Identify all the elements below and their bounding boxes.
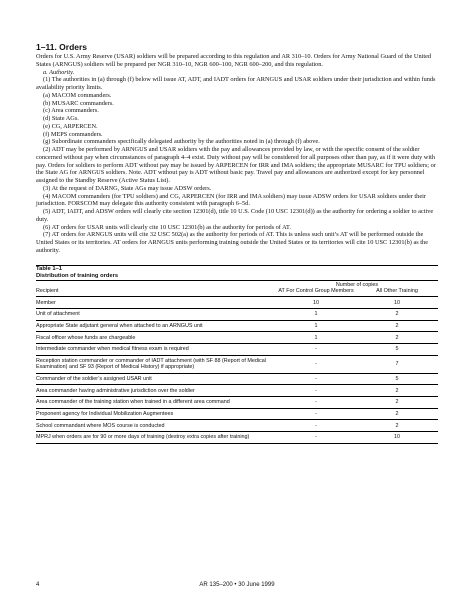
cell-recipient: Fiscal officer whose funds are chargeable xyxy=(36,332,276,344)
paragraph: (a) MACOM commanders. xyxy=(43,91,112,99)
cell-recipient: Proponent agency for Individual Mobilization Augmentees xyxy=(36,408,276,420)
cell-recipient: Area commander having administrative jurisdiction over the soldier xyxy=(36,385,276,397)
table-label: Table 1–1 xyxy=(36,265,62,272)
cell-recipient: Appropriate State adjutant general when attached to an ARNGUS unit xyxy=(36,320,276,332)
page-number: 4 xyxy=(36,582,40,588)
header-at-control: AT For Control Group Members xyxy=(278,287,354,294)
table-row xyxy=(36,297,438,309)
cell-other-training: 2 xyxy=(356,320,438,332)
header-recipient: Recipient xyxy=(36,280,276,297)
paragraph: (6) AT orders for USAR units will clearly cite 10 USC 12301(b) as the authority for periods of AT. xyxy=(43,223,291,231)
paragraph: (c) Area commanders. xyxy=(43,107,99,115)
header-number-of-copies: Number of copies xyxy=(335,281,379,288)
paragraph: (7) AT orders for ARNGUS units will cite 32 USC 502(a) as the authority for periods of AT. This is unless such unit’s AT will be performed outside the United States or its territories. AT orders for ARNGUS units performing training outside the United States or its territories will cite 10 USC 12301(b) as the authority. xyxy=(36,231,428,254)
cell-at-control: - xyxy=(276,355,356,373)
cell-at-control: 10 xyxy=(276,297,356,309)
cell-other-training: 7 xyxy=(356,355,438,373)
cell-at-control: 1 xyxy=(276,308,356,320)
table-row xyxy=(36,420,438,432)
cell-at-control: - xyxy=(276,408,356,420)
cell-other-training: 2 xyxy=(356,420,438,432)
header-group xyxy=(276,280,438,297)
cell-recipient: Intermediate commander when medical fitness exam is required xyxy=(36,344,276,356)
paragraph: (4) MACOM commanders (for TPU soldiers) and CG, ARPERCEN (for IRR and IMA soldiers) may issue ADSW orders for USAR soldiers under their jurisdiction. FORSCOM may delegate this authority consistent with paragraph 6–5d. xyxy=(36,192,426,208)
cell-recipient: School commandant where MOS course is conducted xyxy=(36,420,276,432)
cell-at-control: - xyxy=(276,373,356,385)
cell-other-training: 10 xyxy=(356,297,438,309)
cell-other-training: 5 xyxy=(356,373,438,385)
table-row xyxy=(36,355,438,373)
paragraph: (g) Subordinate commanders specifically delegated authority by the authorities noted in (a) through (f) above. xyxy=(43,138,320,146)
table-row xyxy=(36,396,438,408)
cell-at-control: - xyxy=(276,432,356,444)
cell-other-training: 2 xyxy=(356,308,438,320)
cell-at-control: - xyxy=(276,420,356,432)
cell-at-control: - xyxy=(276,396,356,408)
paragraph: (d) State AGs. xyxy=(43,115,79,122)
table-row xyxy=(36,344,438,356)
body-text xyxy=(36,53,438,255)
table-row xyxy=(36,332,438,344)
cell-recipient: Commander of the soldier’s assigned USAR unit xyxy=(36,373,276,385)
table-row xyxy=(36,385,438,397)
paragraph: (e) CG, ARPERCEN. xyxy=(43,122,98,130)
cell-at-control: - xyxy=(276,385,356,397)
cell-other-training: 5 xyxy=(356,344,438,356)
header-other-training: All Other Training xyxy=(376,287,418,294)
cell-other-training: 2 xyxy=(356,396,438,408)
cell-at-control: - xyxy=(276,344,356,356)
cell-recipient: Area commander of the training station when trained in a different area command xyxy=(36,396,276,408)
table-row xyxy=(36,308,438,320)
paragraph: (f) MEPS commanders. xyxy=(43,130,103,138)
cell-other-training: 2 xyxy=(356,408,438,420)
table-title: Distribution of training orders xyxy=(36,272,119,279)
distribution-table xyxy=(36,280,438,444)
footer-reference: AR 135–200 • 30 June 1999 xyxy=(199,582,275,588)
cell-at-control: 1 xyxy=(276,320,356,332)
cell-other-training: 10 xyxy=(356,432,438,444)
paragraph: (5) ADT, IADT, and ADSW orders will clearly cite section 12301(d), title 10 U.S. Code (10 USC 12301(d)) as the authority for ordering a soldier to active duty. xyxy=(36,208,434,223)
paragraph: (b) MUSARC commanders. xyxy=(43,99,114,107)
table-row xyxy=(36,373,438,385)
cell-at-control: 1 xyxy=(276,332,356,344)
cell-recipient: Member xyxy=(36,297,276,309)
cell-other-training: 2 xyxy=(356,385,438,397)
cell-recipient: Unit of attachment xyxy=(36,308,276,320)
cell-recipient: Reception station commander or commander of IADT attachment (with SF 88 (Report of Medical Examination) and SF 93 (Report of Medical History) if appropriate) xyxy=(36,355,276,373)
cell-other-training: 2 xyxy=(356,332,438,344)
table-row xyxy=(36,432,438,444)
paragraph: (2) ADT may be performed by ARNGUS and USAR soldiers with the pay and allowances provided by law, or with the specific consent of the soldier concerned without pay when circumstances of paragraph 4–4 exist. Duty without pay will be considered for all purposes other than pay, as if it were duty with pay. Orders for soldiers to perform ADT without pay may be issued by ARPERCEN for IRR and IMA soldiers; the appropriate MUSARC for TPU soldiers; or the State AG for ARNGUS soldiers. Note. ADT without pay is ADT without basic pay. Travel pay and allowances are authorized except for key personnel assigned to the Standby Reserve (Active Status List). xyxy=(36,146,436,184)
table-row xyxy=(36,320,438,332)
paragraph: (3) At the request of DARNG, State AGs may issue ADSW orders. xyxy=(43,184,212,192)
cell-recipient: MPRJ when orders are for 90 or more days of training (destroy extra copies after training) xyxy=(36,432,276,444)
paragraph: (1) The authorities in (a) through (f) below will issue AT, ADT, and IADT orders for ARNGUS and USAR soldiers under their jurisdiction and within funds availability priority limits. xyxy=(36,76,436,91)
table-row xyxy=(36,408,438,420)
document-page xyxy=(36,42,438,444)
section-title: 1–11. Orders xyxy=(36,42,88,52)
paragraph: a. Authority. xyxy=(43,68,75,76)
paragraph: Orders for U.S. Army Reserve (USAR) soldiers will be prepared according to this regulation and AR 310–10. Orders for Army National Guard of the United States (ARNGUS) soldiers will be prepared per NGR 310–10, NGR 600–100, NGR 600–200, and this regulation. xyxy=(36,53,432,68)
